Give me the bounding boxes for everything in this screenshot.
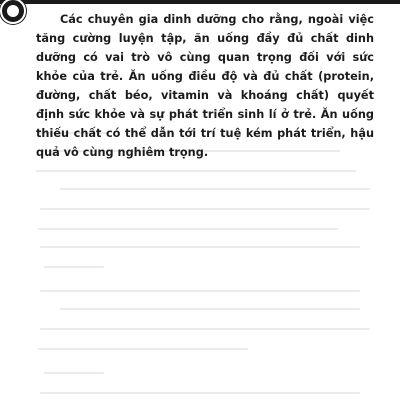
- body-paragraph: [36, 10, 374, 162]
- paragraph-text: Các chuyên gia dinh dưỡng cho rằng, ngoài việc tăng cường luyện tập, ăn uống đầy đủ chất dinh dưỡng có vai trò vô cùng quan trọng đối với sức khỏe của trẻ. Ăn uống điều độ và đủ chất (protein, đường, chất béo, vitamin và khoáng chất) quyết định sức khỏe và sự phát triển sinh lí ở trẻ. Ăn uống thiếu chất có thể dẫn tới trí tuệ kém phát triển, hậu quả vô cùng nghiêm trọng.: [36, 13, 374, 159]
